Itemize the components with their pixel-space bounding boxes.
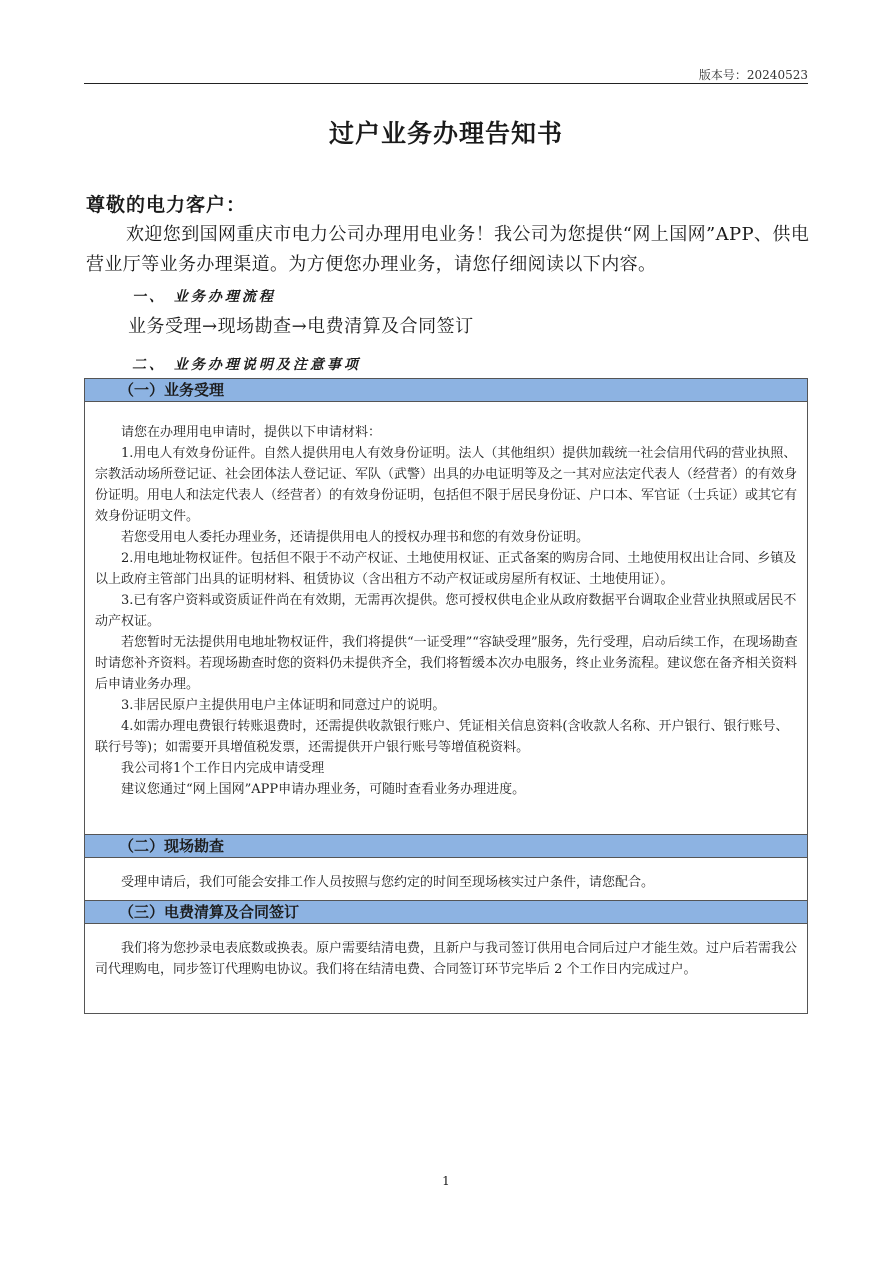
survey-content xyxy=(95,872,801,893)
acceptance-paragraph: 2.用电地址物权证件。包括但不限于不动产权证、土地使用权证、正式备案的购房合同、土地使用权出让合同、乡镇及以上政府主管部门出具的证明材料、租赁协议（含出租方不动产权证或房屋所有权证、土地使用证）。 xyxy=(95,551,797,587)
page-number: 1 xyxy=(442,1174,450,1188)
acceptance-content xyxy=(95,422,801,800)
document-title: 过户业务办理告知书 xyxy=(328,119,563,148)
salutation: 尊敬的电力客户： xyxy=(86,194,247,216)
acceptance-paragraph: 若您暂时无法提供用电地址物权证件，我们将提供“一证受理”“容缺受理”服务，先行受理，启动后续工作，在现场勘查时请您补齐资料。若现场勘查时您的资料仍未提供齐全，我们将暂缓本次办电服务，终止业务流程。建议您在备齐相关资料后申请业务办理。 xyxy=(95,635,798,692)
acceptance-paragraph: 3.已有客户资料或资质证件尚在有效期，无需再次提供。您可授权供电企业从政府数据平台调取企业营业执照或居民不动产权证。 xyxy=(95,593,797,629)
acceptance-paragraph: 4.如需办理电费银行转账退费时，还需提供收款银行账户、凭证相关信息资料(含收款人名称、开户银行、银行账号、联行号等)；如需要开具增值税发票，还需提供开户银行账号等增值税资料。 xyxy=(95,719,789,755)
notes-table xyxy=(84,378,808,1014)
header-rule xyxy=(84,83,808,84)
acceptance-paragraph: 我公司将1个工作日内完成申请受理 xyxy=(121,761,325,776)
version-number: 版本号：20240523 xyxy=(698,68,808,82)
acceptance-paragraph: 请您在办理用电申请时，提供以下申请材料： xyxy=(121,425,382,440)
acceptance-paragraph: 建议您通过“网上国网”APP申请办理业务，可随时查看业务办理进度。 xyxy=(121,782,526,797)
settlement-content xyxy=(95,938,801,980)
survey-paragraph: 受理申请后，我们可能会安排工作人员按照与您约定的时间至现场核实过户条件，请您配合。 xyxy=(121,875,655,890)
section-1-heading: 一、 业务办理流程 xyxy=(132,289,276,305)
acceptance-heading: （一）业务受理 xyxy=(85,378,807,402)
intro-paragraph: 欢迎您到国网重庆市电力公司办理用电业务！我公司为您提供“网上国网”APP、供电营业厅等业务办理渠道。为方便您办理业务，请您仔细阅读以下内容。 xyxy=(86,224,810,275)
acceptance-paragraph: 3.非居民原户主提供用电户主体证明和同意过户的说明。 xyxy=(121,698,446,713)
section-2-heading: 二、 业务办理说明及注意事项 xyxy=(132,357,361,373)
acceptance-paragraph: 1.用电人有效身份证件。自然人提供用电人有效身份证明。法人（其他组织）提供加载统一社会信用代码的营业执照、宗教活动场所登记证、社会团体法人登记证、军队（武警）出具的办电证明等及之一其对应法定代表人（经营者）的有效身份证明。用电人和法定代表人（经营者）的有效身份证明，包括但不限于居民身份证、户口本、军官证（士兵证）或其它有效身份证明文件。 xyxy=(95,446,798,524)
settlement-heading: （三）电费清算及合同签订 xyxy=(85,900,807,924)
survey-heading: （二）现场勘查 xyxy=(85,834,807,858)
acceptance-paragraph: 若您受用电人委托办理业务，还请提供用电人的授权办理书和您的有效身份证明。 xyxy=(121,530,590,545)
process-flow: 业务受理→现场勘查→电费清算及合同签订 xyxy=(128,316,474,337)
settlement-paragraph: 我们将为您抄录电表底数或换表。原户需要结清电费，且新户与我司签订供用电合同后过户才能生效。过户后若需我公司代理购电，同步签订代理购电协议。我们将在结清电费、合同签订环节完毕后 2 个工作日内完成过户。 xyxy=(95,941,798,977)
